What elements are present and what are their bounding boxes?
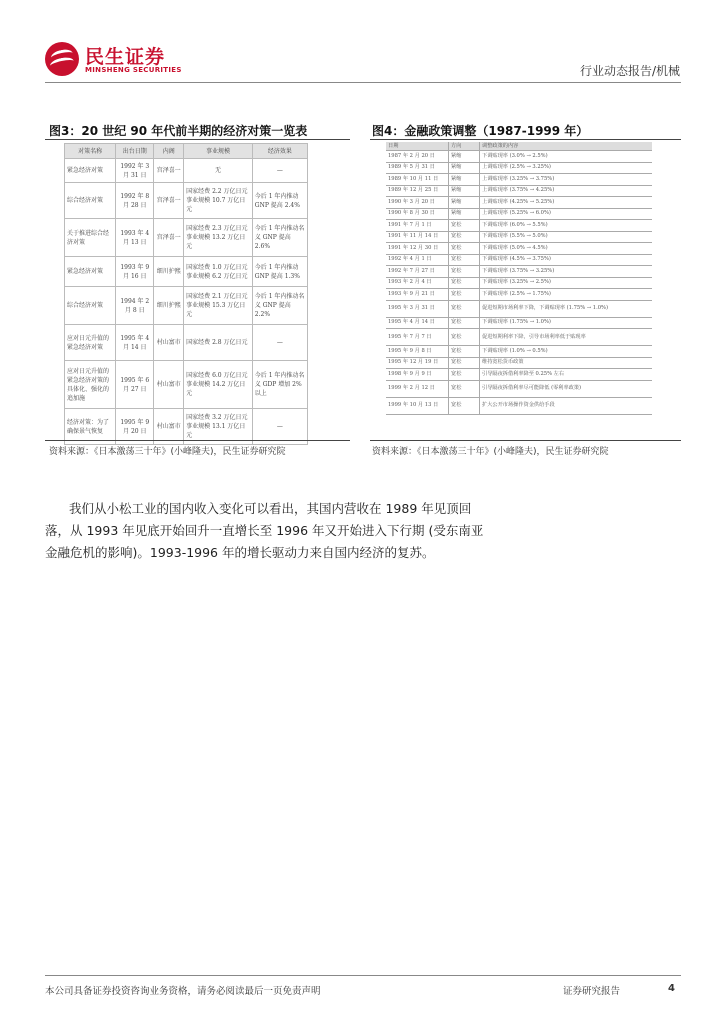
table-cell: 上调贴现率 (2.5% → 3.25%) (480, 162, 653, 174)
table-cell: 宽松 (449, 329, 480, 346)
footer-report-label: 证券研究报告 (563, 986, 621, 997)
table-cell: 引导隔夜拆借利率尽可能降低 (零利率政策) (480, 380, 653, 397)
table-cell: 宽松 (449, 380, 480, 397)
table-cell: 1991 年 12 月 30 日 (386, 243, 449, 255)
figure3-bottom-rule (45, 440, 350, 441)
table-row (386, 277, 652, 289)
table-cell: 紧缩 (449, 151, 480, 163)
table-cell: 宫泽喜一 (154, 219, 184, 257)
table-cell: 宽松 (449, 369, 480, 381)
table-cell: 1999 年 10 月 13 日 (386, 397, 449, 414)
table-cell: 宽松 (449, 317, 480, 329)
table-cell: 1995 年 4 月 14 日 (116, 325, 154, 361)
table-cell: 村山富市 (154, 325, 184, 361)
table-cell: 无 (184, 159, 253, 183)
table-cell: 宽松 (449, 231, 480, 243)
table-cell: 1989 年 12 月 25 日 (386, 185, 449, 197)
table-cell: 下调贴现率 (6.0% → 5.5%) (480, 220, 653, 232)
table-row (386, 162, 652, 174)
table-cell: 下调贴现率 (2.5% → 1.75%) (480, 289, 653, 301)
table-cell: 维持宽松货币政策 (480, 357, 653, 369)
body-text (45, 498, 485, 564)
figure4-table-body (386, 151, 652, 415)
footer-disclaimer: 本公司具备证券投资咨询业务资格，请务必阅读最后一页免责声明 (45, 986, 321, 997)
table-row (386, 151, 652, 163)
table-row (386, 380, 652, 397)
logo-english-name: MINSHENG SECURITIES (85, 66, 182, 74)
table-cell: 1999 年 2 月 12 日 (386, 380, 449, 397)
table-row (386, 300, 652, 317)
table-cell: 1992 年 4 月 1 日 (386, 254, 449, 266)
table-cell: 综合经济对策 (65, 287, 116, 325)
table-cell: 下调贴现率 (5.5% → 5.0%) (480, 231, 653, 243)
table-cell: 1992 年 3 月 31 日 (116, 159, 154, 183)
table-row (386, 197, 652, 209)
table-cell: 宽松 (449, 300, 480, 317)
table-cell: 今后 1 年内推动 GNP 提高 1.3% (252, 257, 307, 287)
table-cell: 宫泽喜一 (154, 183, 184, 219)
table-header-cell: 事业规模 (184, 144, 253, 159)
body-paragraph: 我们从小松工业的国内收入变化可以看出，其国内营收在 1989 年见顶回落，从 1993 年见底开始回升一直增长至 1996 年又开始进入下行期 (受东南亚金融危机的影响)。1993-1996 年的增长驱动力来自国内经济的复苏。 (45, 501, 484, 560)
table-cell: 国家经费 2.2 万亿日元 事业规模 10.7 万亿日元 (184, 183, 253, 219)
figure4-title: 图4：金融政策调整（1987-1999 年） (372, 124, 589, 138)
table-cell: 1987 年 2 月 20 日 (386, 151, 449, 163)
table-cell: 今后 1 年内推动名义 GNP 提高 2.2% (252, 287, 307, 325)
table-cell: 细川护熙 (154, 287, 184, 325)
table-cell: 应对日元升值的紧急经济对策的具体化、强化的追加施 (65, 361, 116, 409)
table-cell: 1992 年 8 月 28 日 (116, 183, 154, 219)
table-cell: 1995 年 9 月 20 日 (116, 409, 154, 445)
table-cell: 国家经费 6.0 万亿日元 事业规模 14.2 万亿日元 (184, 361, 253, 409)
table-cell: 关于推进综合经济对策 (65, 219, 116, 257)
table-cell: 紧缩 (449, 208, 480, 220)
table-cell: 宫泽喜一 (154, 159, 184, 183)
table-cell: 宽松 (449, 289, 480, 301)
header-divider (45, 82, 681, 83)
table-row (386, 266, 652, 278)
table-cell: 综合经济对策 (65, 183, 116, 219)
company-logo (45, 42, 185, 78)
table-cell: 1991 年 11 月 14 日 (386, 231, 449, 243)
table-cell: 宽松 (449, 266, 480, 278)
table-cell: 紧急经济对策 (65, 257, 116, 287)
footer-divider (45, 975, 681, 976)
figure4-top-rule (370, 139, 681, 140)
table-cell: 国家经费 2.1 万亿日元 事业规模 15.3 万亿日元 (184, 287, 253, 325)
table-row (65, 361, 308, 409)
table-cell: 紧缩 (449, 185, 480, 197)
table-cell: 细川护熙 (154, 257, 184, 287)
table-cell: 国家经费 1.0 万亿日元 事业规模 6.2 万亿日元 (184, 257, 253, 287)
table-cell: 上调贴现率 (4.25% → 5.25%) (480, 197, 653, 209)
table-cell: 上调贴现率 (3.25% → 3.75%) (480, 174, 653, 186)
table-header-cell: 调整政策的内容 (480, 142, 653, 151)
table-row (386, 357, 652, 369)
table-cell: 1995 年 6 月 27 日 (116, 361, 154, 409)
table-row (386, 174, 652, 186)
table-cell: 促进短期市场利率下降，下调贴现率 (1.75% → 1.0%) (480, 300, 653, 317)
table-header-cell: 出台日期 (116, 144, 154, 159)
table-cell: 上调贴现率 (3.75% → 4.25%) (480, 185, 653, 197)
table-row (386, 231, 652, 243)
table-cell: 1990 年 3 月 20 日 (386, 197, 449, 209)
table-cell: 今后 1 年内推动名义 GDP 增加 2% 以上 (252, 361, 307, 409)
table-cell: 1992 年 7 月 27 日 (386, 266, 449, 278)
table-cell: 应对日元升值的紧急经济对策 (65, 325, 116, 361)
table-header-row (65, 144, 308, 159)
table-row (386, 185, 652, 197)
figure4-source: 资料来源：《日本激荡三十年》(小峰隆夫)，民生证券研究院 (372, 447, 609, 457)
table-row (65, 257, 308, 287)
table-cell: 1993 年 9 月 21 日 (386, 289, 449, 301)
table-cell: 引导隔夜拆借利率降至 0.25% 左右 (480, 369, 653, 381)
table-cell: 国家经费 3.2 万亿日元 事业规模 13.1 万亿日元 (184, 409, 253, 445)
table-row (386, 346, 652, 358)
table-cell: 国家经费 2.3 万亿日元 事业规模 13.2 万亿日元 (184, 219, 253, 257)
table-cell: 下调贴现率 (3.0% → 2.5%) (480, 151, 653, 163)
table-row (386, 317, 652, 329)
table-header-cell: 内阁 (154, 144, 184, 159)
table-row (65, 287, 308, 325)
page-number: 4 (668, 983, 675, 994)
table-cell: 1989 年 5 月 31 日 (386, 162, 449, 174)
figure3-table (64, 143, 308, 445)
table-cell: 宽松 (449, 277, 480, 289)
logo-mark-icon (45, 42, 79, 76)
table-cell: 上调贴现率 (5.25% → 6.0%) (480, 208, 653, 220)
figure3-title: 图3：20 世纪 90 年代前半期的经济对策一览表 (49, 124, 308, 138)
figure3-source: 资料来源：《日本激荡三十年》(小峰隆夫)，民生证券研究院 (49, 447, 286, 457)
table-cell: 宽松 (449, 243, 480, 255)
table-cell: 1993 年 4 月 13 日 (116, 219, 154, 257)
table-cell: 1990 年 8 月 30 日 (386, 208, 449, 220)
table-cell: 宽松 (449, 220, 480, 232)
table-header-cell: 对策名称 (65, 144, 116, 159)
table-cell: — (252, 409, 307, 445)
table-row (65, 325, 308, 361)
table-cell: 1993 年 2 月 4 日 (386, 277, 449, 289)
table-cell: — (252, 159, 307, 183)
table-header-cell: 经济效果 (252, 144, 307, 159)
table-cell: 紧缩 (449, 162, 480, 174)
table-cell: 促进短期利率下降，引导市场利率低于贴现率 (480, 329, 653, 346)
table-cell: 1998 年 9 月 9 日 (386, 369, 449, 381)
table-row (386, 329, 652, 346)
figure3-top-rule (45, 139, 350, 140)
table-cell: 下调贴现率 (3.75% → 3.25%) (480, 266, 653, 278)
table-row (65, 159, 308, 183)
figure4-table (386, 142, 652, 415)
table-row (65, 183, 308, 219)
table-cell: 下调贴现率 (5.0% → 4.5%) (480, 243, 653, 255)
table-header-row (386, 142, 652, 151)
table-cell: 下调贴现率 (3.25% → 2.5%) (480, 277, 653, 289)
logo-chinese-name: 民生证券 (85, 46, 166, 68)
table-cell: 宽松 (449, 346, 480, 358)
table-row (386, 208, 652, 220)
table-cell: 村山富市 (154, 409, 184, 445)
table-cell: 1995 年 7 月 7 日 (386, 329, 449, 346)
table-cell: 1993 年 9 月 16 日 (116, 257, 154, 287)
table-header-cell: 方向 (449, 142, 480, 151)
table-row (65, 219, 308, 257)
table-cell: — (252, 325, 307, 361)
table-cell: 村山富市 (154, 361, 184, 409)
table-cell: 宽松 (449, 357, 480, 369)
table-row (386, 369, 652, 381)
table-cell: 1994 年 2 月 8 日 (116, 287, 154, 325)
table-cell: 1995 年 3 月 31 日 (386, 300, 449, 317)
table-cell: 1995 年 12 月 19 日 (386, 357, 449, 369)
table-cell: 1991 年 7 月 1 日 (386, 220, 449, 232)
table-cell: 1995 年 9 月 8 日 (386, 346, 449, 358)
table-cell: 经济对策：为了确保景气恢复 (65, 409, 116, 445)
table-cell: 国家经费 2.8 万亿日元 (184, 325, 253, 361)
table-cell: 紧缩 (449, 197, 480, 209)
table-cell: 扩大公开市场操作资金供给手段 (480, 397, 653, 414)
table-cell: 下调贴现率 (4.5% → 3.75%) (480, 254, 653, 266)
table-cell: 紧急经济对策 (65, 159, 116, 183)
table-cell: 紧缩 (449, 174, 480, 186)
table-cell: 下调贴现率 (1.0% → 0.5%) (480, 346, 653, 358)
table-cell: 宽松 (449, 397, 480, 414)
figure4-bottom-rule (370, 440, 681, 441)
table-row (386, 243, 652, 255)
table-cell: 1989 年 10 月 11 日 (386, 174, 449, 186)
table-row (386, 220, 652, 232)
table-row (386, 397, 652, 414)
table-cell: 今后 1 年内推动 GNP 提高 2.4% (252, 183, 307, 219)
table-cell: 今后 1 年内推动名义 GNP 提高 2.6% (252, 219, 307, 257)
table-header-cell: 日期 (386, 142, 449, 151)
table-cell: 1995 年 4 月 14 日 (386, 317, 449, 329)
table-row (386, 289, 652, 301)
report-type: 行业动态报告/机械 (579, 64, 680, 78)
table-cell: 宽松 (449, 254, 480, 266)
table-cell: 下调贴现率 (1.75% → 1.0%) (480, 317, 653, 329)
table-row (386, 254, 652, 266)
